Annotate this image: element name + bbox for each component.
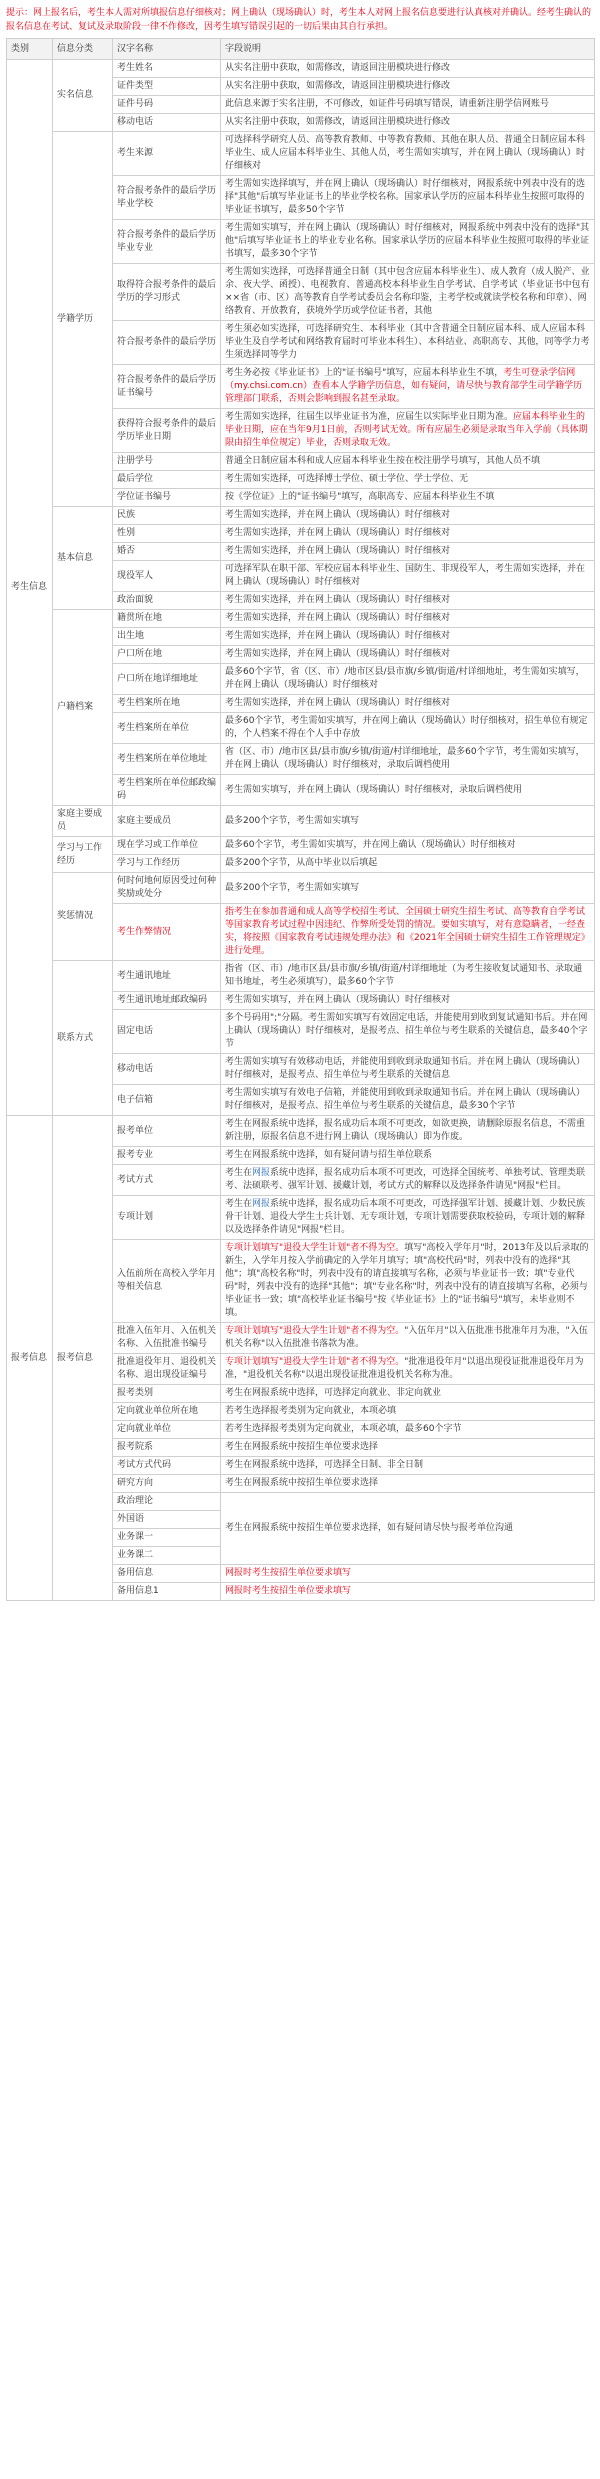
field-description-cell xyxy=(221,873,595,904)
subcategory-cell: 户籍档案 xyxy=(53,610,113,806)
field-name-cell: 婚否 xyxy=(113,543,221,561)
field-description-cell xyxy=(221,695,595,713)
subcategory-cell: 基本信息 xyxy=(53,507,113,610)
description-text: 考生需如实选择，并在网上确认（现场确认）时仔细核对 xyxy=(225,528,451,538)
description-text: 省（区、市）/地市区县/县市旗/乡镇/街道/村详细地址，最多60个字节，考生需如实填写，并在网上确认（现场确认）时仔细核对，录取后调档使用 xyxy=(225,747,585,770)
field-description-cell xyxy=(221,1583,595,1601)
field-description-cell xyxy=(221,1054,595,1085)
field-name-cell: 固定电话 xyxy=(113,1010,221,1054)
table-row xyxy=(7,806,595,837)
header-field-name: 汉字名称 xyxy=(113,39,221,60)
field-description-cell xyxy=(221,1116,595,1147)
table-row xyxy=(7,873,595,904)
field-name-cell: 报考类别 xyxy=(113,1385,221,1403)
field-description-cell xyxy=(221,96,595,114)
field-description-cell xyxy=(221,961,595,992)
description-text: 填写"高校入学年月"时，2013年及以后录取的新生，入学年月按入学前确定的入学年月填写；填"高校代码"时，列表中没有的选择"其他"；填"高校名称"时，列表中没有的请直接填写名称，必须与毕业证书一致；填"专业代码"时，列表中没有的选择"其他"；填"专业名称"时，列表中没有的请直接填写名称，必须与毕业证书一致；填"高校毕业证书编号"按《毕业证书》上的"证书编号"填写，未毕业则不填。 xyxy=(225,1243,589,1318)
description-link[interactable]: 网报 xyxy=(252,1199,271,1209)
description-text: 考生需如实选择，并在网上确认（现场确认）时仔细核对 xyxy=(225,649,451,659)
field-description-cell xyxy=(221,114,595,132)
field-description-cell xyxy=(221,1010,595,1054)
field-description-cell xyxy=(221,837,595,855)
field-description-cell xyxy=(221,1165,595,1196)
notice-text: 提示：网上报名后，考生本人需对所填报信息仔细核对；网上确认（现场确认）时，考生本人对网上报名信息要进行认真核对并确认。经考生确认的报名信息在考试、复试及录取阶段一律不作修改，因考生填写错误引起的一切后果由其自行承担。 xyxy=(6,8,592,32)
field-name-cell: 出生地 xyxy=(113,628,221,646)
field-name-cell: 专项计划 xyxy=(113,1196,221,1240)
field-name-cell: 考生姓名 xyxy=(113,60,221,78)
description-red-text: 应届本科毕业生的毕业日期，应在当年9月1日前，否则考试无效。所有应届生必须是录取当年入学前（具体期限由招生单位规定）毕业，否则录取无效。 xyxy=(225,412,588,448)
description-text: 若考生选择报考类别为定向就业，本项必填 xyxy=(225,1406,397,1416)
field-description-cell xyxy=(221,1421,595,1439)
field-description-cell xyxy=(221,1403,595,1421)
field-name-cell: 外国语 xyxy=(113,1511,221,1529)
field-name-cell: 研究方向 xyxy=(113,1475,221,1493)
description-red-lead: 专项计划填写"退役大学生计划"者不得为空。 xyxy=(225,1243,405,1253)
description-text: 从实名注册中获取，如需修改，请返回注册模块进行修改 xyxy=(225,63,451,73)
subcategory-cell: 家庭主要成员 xyxy=(53,806,113,837)
description-text: 最多200个字节，从高中毕业以后填起 xyxy=(225,858,378,868)
field-name-cell: 业务课一 xyxy=(113,1529,221,1547)
description-text: 从实名注册中获取，如需修改，请返回注册模块进行修改 xyxy=(225,117,451,127)
field-name-cell: 注册学号 xyxy=(113,453,221,471)
description-text: 考生需如实选择，并在网上确认（现场确认）时仔细核对 xyxy=(225,631,451,641)
description-text: 考生在网报系统中选择，报名成功后本项不可更改，如欲更换，请删除原报名信息，不需重新注册，原报名信息不进行网上确认（现场确认）即为作废。 xyxy=(225,1119,586,1142)
field-description-cell xyxy=(221,992,595,1010)
field-description-cell xyxy=(221,543,595,561)
field-description-cell xyxy=(221,1385,595,1403)
category-cell: 考生信息 xyxy=(7,60,53,1116)
field-description-cell xyxy=(221,1240,595,1323)
field-name-cell: 备用信息 xyxy=(113,1565,221,1583)
field-name-cell: 现役军人 xyxy=(113,561,221,592)
table-row xyxy=(7,610,595,628)
field-name-cell: 符合报考条件的最后学历毕业学校 xyxy=(113,176,221,220)
description-text: 考生在网报系统中选择，可选择全日制、非全日制 xyxy=(225,1460,424,1470)
description-text: 此信息来源于实名注册，不可修改，如证件号码填写错误，请重新注册学信网账号 xyxy=(225,99,550,109)
field-name-cell: 符合报考条件的最后学历毕业专业 xyxy=(113,220,221,264)
field-description-cell xyxy=(221,321,595,365)
description-text: 若考生选择报考类别为定向就业，本项必填，最多60个字节 xyxy=(225,1424,462,1434)
description-text: 考生需如实选择，并在网上确认（现场确认）时仔细核对 xyxy=(225,595,451,605)
field-name-cell: 何时何地何原因受过何种奖励或处分 xyxy=(113,873,221,904)
description-red-text: 考生可登录学信网（my.chsi.com.cn）查看本人学籍学历信息，如有疑问，请尽快与教育部学生司学籍学历管理部门联系，否则会影响到报名甚至录取。 xyxy=(225,368,583,404)
field-name-cell: 取得符合报考条件的最后学历的学习形式 xyxy=(113,264,221,321)
description-text: 考生需如实填写，并在网上确认（现场确认）时仔细核对，录取后调档使用 xyxy=(225,784,523,795)
description-text: 考生在网报系统中选择，如有疑问请与招生单位联系 xyxy=(225,1150,433,1160)
description-text: "入伍年月"以入伍批准书批准年月为准，"入伍机关名称"以入伍批准书落款为准。 xyxy=(225,1326,588,1349)
description-link[interactable]: 网报 xyxy=(252,1168,271,1178)
table-row xyxy=(7,1116,595,1147)
field-name-cell: 考试方式 xyxy=(113,1165,221,1196)
subcategory-cell: 实名信息 xyxy=(53,60,113,132)
field-description-cell xyxy=(221,365,595,409)
field-name-cell: 考生来源 xyxy=(113,132,221,176)
description-text: 普通全日制应届本科和成人应届本科毕业生按在校注册学号填写，其他人员不填 xyxy=(225,456,541,466)
description-text: 考生在网报系统中按招生单位要求选择 xyxy=(225,1478,379,1488)
field-name-cell: 报考单位 xyxy=(113,1116,221,1147)
description-text: 最多60个字节，考生需如实填写，并在网上确认（现场确认）时仔细核对 xyxy=(225,840,516,850)
field-name-cell: 性别 xyxy=(113,525,221,543)
field-name-cell: 报考院系 xyxy=(113,1439,221,1457)
description-text: 从实名注册中获取，如需修改，请返回注册模块进行修改 xyxy=(225,81,451,91)
description-text: 考生需如实选择，往届生以毕业证书为准，应届生以实际毕业日期为准。 xyxy=(225,412,514,422)
description-text: 考生需如实填写有效移动电话，并能使用到收到录取通知书后。并在网上确认（现场确认）时仔细核对，是报考点、招生单位与考生联系的关键信息 xyxy=(225,1057,586,1080)
description-text: 考生在网报系统中选择，报名成功后本项不可更改，可选择全国统考、单独考试、管理类联考、法硕联考、强军计划、援藏计划，考试方式的解释以及选择条件请见"网报"栏目。 xyxy=(225,1168,586,1191)
field-name-cell: 户口所在地 xyxy=(113,646,221,664)
field-description-cell xyxy=(221,610,595,628)
description-text: 考生需如实填写，并在网上确认（现场确认）时仔细核对，网报系统中列表中没有的选择"其他"后填写毕业证书上的毕业专业名称。国家承认学历的应届本科毕业生按照可取得的毕业证书填写，最多30个字节 xyxy=(225,223,590,259)
field-description-cell xyxy=(221,132,595,176)
description-text: 考生需如实选择，并在网上确认（现场确认）时仔细核对 xyxy=(225,510,451,520)
subcategory-cell: 联系方式 xyxy=(53,961,113,1116)
description-text: 考生在网报系统中选择，报名成功后本项不可更改，可选择强军计划、援藏计划、少数民族骨干计划、退役大学生士兵计划、无专项计划，专项计划需要获取校验码，专项计划的解释以及选择条件请见"网报"栏目。 xyxy=(225,1199,586,1235)
field-name-cell: 考生档案所在地 xyxy=(113,695,221,713)
field-name-cell: 学习与工作经历 xyxy=(113,855,221,873)
field-description-cell xyxy=(221,489,595,507)
field-description-cell xyxy=(221,471,595,489)
description-text: 考生在网报系统中选择，可选择定向就业、非定向就业 xyxy=(225,1388,442,1398)
field-description-cell xyxy=(221,855,595,873)
field-name-cell: 批准退役年月、退役机关名称、退出现役证编号 xyxy=(113,1354,221,1385)
field-name-cell: 报考专业 xyxy=(113,1147,221,1165)
field-description-cell xyxy=(221,220,595,264)
field-name-cell: 考生档案所在单位 xyxy=(113,713,221,744)
field-name-cell: 符合报考条件的最后学历 xyxy=(113,321,221,365)
table-header-row xyxy=(7,39,595,60)
field-name-cell: 备用信息1 xyxy=(113,1583,221,1601)
field-description-cell xyxy=(221,1565,595,1583)
field-description-cell xyxy=(221,775,595,806)
field-description-cell xyxy=(221,1457,595,1475)
field-description-cell xyxy=(221,1147,595,1165)
description-text: 考生需如实选择填写，并在网上确认（现场确认）时仔细核对，网报系统中列表中没有的选择"其他"后填写毕业证书上的毕业学校名称。国家承认学历的应届本科毕业生按照可取得的毕业证书填写，最多50个字节 xyxy=(225,179,586,215)
description-text: 考生须必如实选择，可选择研究生、本科毕业（其中含普通全日制应届本科、成人应届本科毕业生及自学考试和网络教育届时可毕业本科生）、本科结业、高职高专、其他，同等学力考生须选择同等学力 xyxy=(225,324,590,360)
field-description-cell xyxy=(221,525,595,543)
field-name-cell: 证件号码 xyxy=(113,96,221,114)
field-description-cell xyxy=(221,1439,595,1457)
description-text: 考生在网报系统中按招生单位要求选择 xyxy=(225,1442,379,1452)
category-cell: 报考信息 xyxy=(7,1116,53,1601)
field-name-cell: 定向就业单位 xyxy=(113,1421,221,1439)
field-name-cell: 电子信箱 xyxy=(113,1085,221,1116)
description-text: 考生需如实选择，并在网上确认（现场确认）时仔细核对 xyxy=(225,546,451,556)
table-row xyxy=(7,837,595,855)
field-name-cell: 政治面貌 xyxy=(113,592,221,610)
field-description-cell xyxy=(221,1323,595,1354)
field-name-cell: 批准入伍年月、入伍机关名称、入伍批准书编号 xyxy=(113,1323,221,1354)
subcategory-cell: 学籍学历 xyxy=(53,132,113,507)
field-name-cell: 入伍前所在高校入学年月等相关信息 xyxy=(113,1240,221,1323)
subcategory-cell: 报考信息 xyxy=(53,1116,113,1601)
field-description-cell xyxy=(221,60,595,78)
field-description-cell xyxy=(221,713,595,744)
description-red-text: 指考生在参加普通和成人高等学校招生考试、全国硕士研究生招生考试、高等教育自学考试等国家教育考试过程中因违纪、作弊所受处罚的情况。要如实填写，对有意隐瞒者，一经查实，将按照《国家教育考试违规处理办法》和《2021年全国硕士研究生招生工作管理规定》进行处理。 xyxy=(225,907,590,956)
field-name-cell: 现在学习或工作单位 xyxy=(113,837,221,855)
description-text: 考生需如实填写有效电子信箱，并能使用到收到录取通知书后。并在网上确认（现场确认）时仔细核对，是报考点、招生单位与考生联系的关键信息，最多30个字节 xyxy=(225,1088,586,1111)
field-description-cell xyxy=(221,628,595,646)
field-description-cell xyxy=(221,806,595,837)
description-text: 最多60个字节，考生需如实填写，并在网上确认（现场确认）时仔细核对，招生单位有规定的，个人档案不得在个人手中存放 xyxy=(225,716,588,739)
field-name-cell: 定向就业单位所在地 xyxy=(113,1403,221,1421)
field-description-cell xyxy=(221,264,595,321)
table-row xyxy=(7,60,595,78)
description-red-lead: 专项计划填写"退役大学生计划"者不得为空。 xyxy=(225,1326,405,1336)
description-text: 指省（区、市）/地市区县/县市旗/乡镇/街道/村详细地址（为考生接收复试通知书、录取通知书地址，考生必须填写），最多60个字节 xyxy=(225,964,583,987)
field-name-cell: 籍贯所在地 xyxy=(113,610,221,628)
field-description-cell: 考生在网报系统中按招生单位要求选择，如有疑问请尽快与报考单位沟通 xyxy=(221,1493,595,1565)
header-subcategory: 信息分类 xyxy=(53,39,113,60)
field-name-cell: 业务课二 xyxy=(113,1547,221,1565)
field-description-cell xyxy=(221,664,595,695)
field-name-cell: 考生档案所在单位邮政编码 xyxy=(113,775,221,806)
description-text: 考生需如实选择，并在网上确认（现场确认）时仔细核对 xyxy=(225,613,451,623)
description-text: "批准退役年月"以退出现役证批准退役年月为准，"退役机关名称"以退出现役证批准退役机关名称为准。 xyxy=(225,1357,584,1380)
description-text: 考生需如实选择，可选择普通全日制（其中包含应届本科毕业生）、成人教育（成人脱产、业余、夜大学、函授）、电视教育、普通高校本科毕业生自学考试、自学考试（毕业证书中包有××省（市、区）高等教育自学考试委员会名称印鉴，主考学校或就读学校名称和印章）、网络教育、开放教育，获境外学历或学位证书者，其他 xyxy=(225,267,590,316)
field-description-cell xyxy=(221,507,595,525)
field-name-cell: 学位证书编号 xyxy=(113,489,221,507)
subcategory-cell: 学习与工作经历 xyxy=(53,837,113,873)
field-name-cell: 考生档案所在单位地址 xyxy=(113,744,221,775)
field-name-cell: 考生作弊情况 xyxy=(113,904,221,961)
description-text: 考生需如实选择，并在网上确认（现场确认）时仔细核对 xyxy=(225,698,451,708)
table-row xyxy=(7,507,595,525)
description-text: 按《学位证》上的"证书编号"填写，高职高专、应届本科毕业生不填 xyxy=(225,492,495,502)
field-name-cell: 户口所在地详细地址 xyxy=(113,664,221,695)
description-text: 最多200个字节，考生需如实填写 xyxy=(225,815,360,826)
table-body xyxy=(7,60,595,1601)
description-text: 最多200个字节，考生需如实填写 xyxy=(225,882,360,893)
field-name-cell: 符合报考条件的最后学历证书编号 xyxy=(113,365,221,409)
field-description-cell xyxy=(221,561,595,592)
description-text: 考生务必按《毕业证书》上的"证书编号"填写，应届本科毕业生不填， xyxy=(225,368,504,378)
subcategory-cell: 奖惩情况 xyxy=(53,873,113,961)
field-description-cell xyxy=(221,646,595,664)
field-name-cell: 民族 xyxy=(113,507,221,525)
description-red-text: 网报时考生按招生单位要求填写 xyxy=(225,1568,352,1578)
field-name-cell: 考生通讯地址邮政编码 xyxy=(113,992,221,1010)
field-name-cell: 证件类型 xyxy=(113,78,221,96)
table-row xyxy=(7,961,595,992)
field-name-cell: 家庭主要成员 xyxy=(113,806,221,837)
description-text: 可选择科学研究人员、高等教育教师、中等教育教师、其他在职人员、普通全日制应届本科毕业生、成人应届本科毕业生、其他人员，考生需如实填写，并在网上确认（现场确认）时仔细核对 xyxy=(225,135,586,171)
field-description-cell xyxy=(221,592,595,610)
description-text: 考生需如实填写，并在网上确认（现场确认）时仔细核对 xyxy=(225,995,451,1005)
field-description-cell xyxy=(221,1085,595,1116)
description-text: 多个号码用";"分隔。考生需如实填写有效固定电话，并能使用到收到复试通知书后。并在网上确认（现场确认）时仔细核对，是报考点、招生单位与考生联系的关键信息，最多40个字节 xyxy=(225,1013,588,1049)
description-text: 最多60个字节，省（区、市）/地市区县/县市旗/乡镇/街道/村详细地址，考生需如实填写，并在网上确认（现场确认）时仔细核对 xyxy=(225,667,585,690)
header-field-description: 字段说明 xyxy=(221,39,595,60)
field-name-cell: 考生通讯地址 xyxy=(113,961,221,992)
field-description-cell xyxy=(221,904,595,961)
field-description-cell xyxy=(221,1354,595,1385)
field-name-cell: 移动电话 xyxy=(113,1054,221,1085)
description-red-lead: 专项计划填写"退役大学生计划"者不得为空。 xyxy=(225,1357,405,1367)
field-description-cell xyxy=(221,744,595,775)
field-description-cell xyxy=(221,176,595,220)
field-name-cell: 政治理论 xyxy=(113,1493,221,1511)
table-row xyxy=(7,132,595,176)
header-category: 类别 xyxy=(7,39,53,60)
description-red-text: 网报时考生按招生单位要求填写 xyxy=(225,1586,352,1596)
field-description-cell xyxy=(221,409,595,453)
field-description-cell xyxy=(221,453,595,471)
description-text: 考生需如实选择，可选择博士学位、硕士学位、学士学位、无 xyxy=(225,474,469,484)
description-text: 可选择军队在职干部、军校应届本科毕业生、国防生、非现役军人，考生需如实选择，并在网上确认（现场确认）时仔细核对 xyxy=(225,564,586,587)
field-name-cell: 最后学位 xyxy=(113,471,221,489)
info-table xyxy=(6,38,595,1601)
field-description-cell xyxy=(221,1196,595,1240)
field-description-cell xyxy=(221,1475,595,1493)
field-name-cell: 移动电话 xyxy=(113,114,221,132)
field-description-cell xyxy=(221,78,595,96)
field-name-cell: 获得符合报考条件的最后学历毕业日期 xyxy=(113,409,221,453)
field-name-cell: 考试方式代码 xyxy=(113,1457,221,1475)
